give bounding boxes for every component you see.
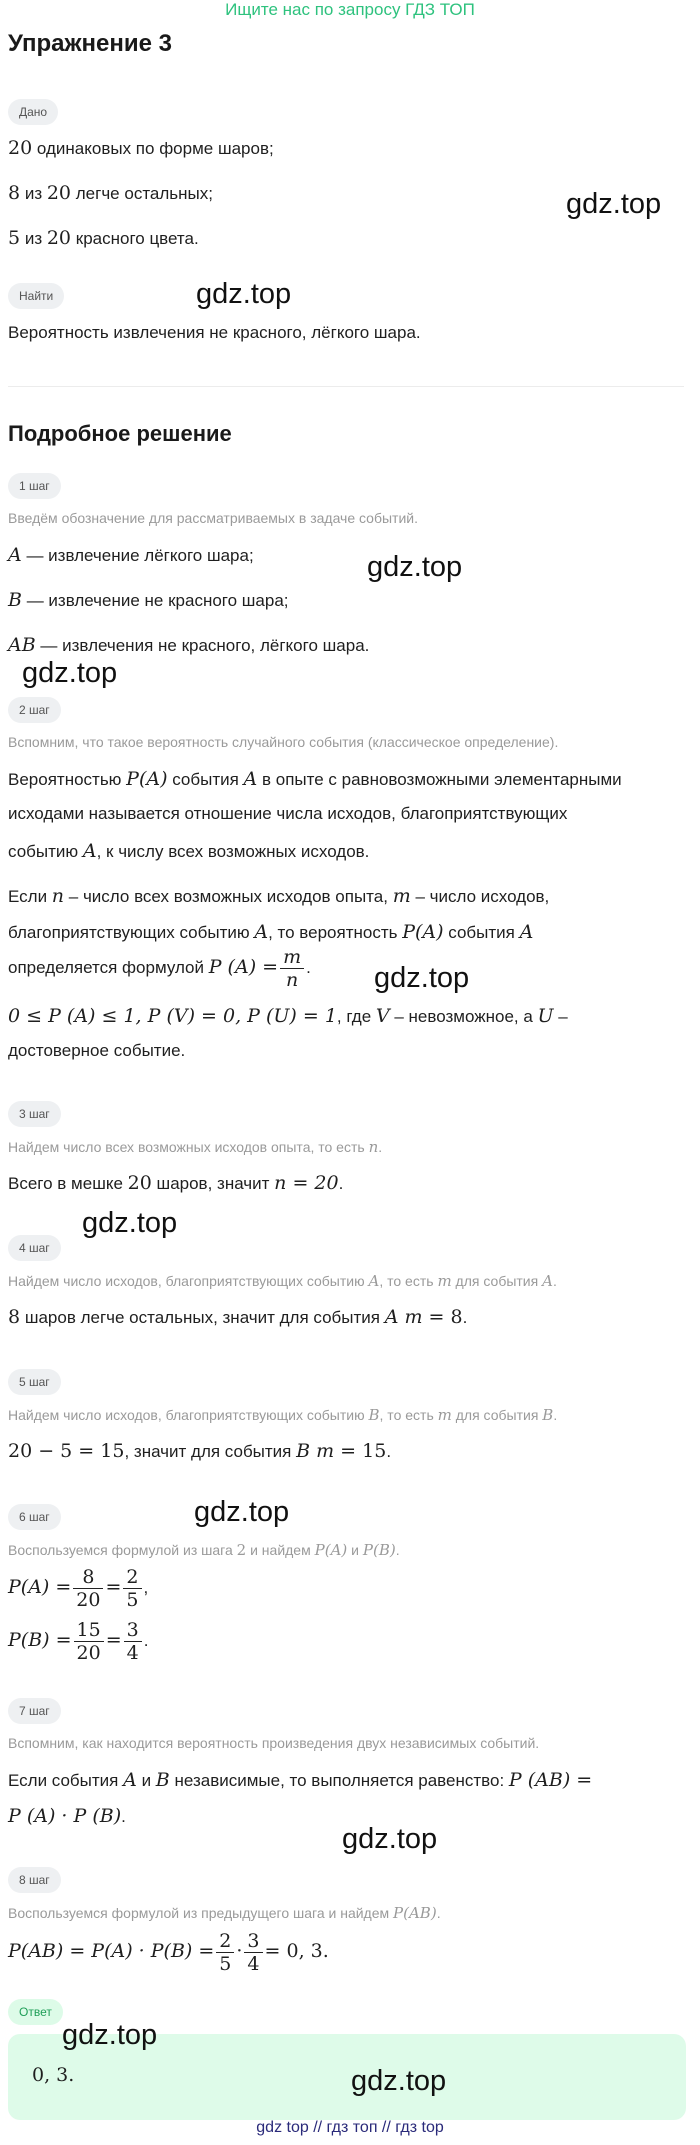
- text: события: [443, 923, 520, 942]
- text: из: [20, 184, 47, 203]
- math: =: [105, 1575, 122, 1598]
- watermark: gdz.top: [62, 2019, 158, 2051]
- text: события: [167, 770, 244, 789]
- text: – невозможное, а: [389, 1007, 538, 1026]
- fraction: [73, 1566, 103, 1611]
- text: Вероятностью: [8, 770, 127, 789]
- text: .: [462, 1308, 468, 1327]
- text: , где: [336, 1007, 376, 1026]
- math: B: [368, 1406, 380, 1424]
- math: 0, 3.: [32, 2064, 75, 2086]
- text: , то есть: [379, 1273, 438, 1289]
- math: B: [8, 589, 22, 611]
- math: P(B): [362, 1541, 396, 1559]
- text: .: [553, 1407, 558, 1423]
- math: = 0, 3.: [264, 1939, 329, 1962]
- step-4-hint: [8, 1272, 557, 1290]
- step-5-hint: [8, 1406, 557, 1424]
- math: B: [155, 1769, 170, 1791]
- math: P(A): [402, 921, 444, 943]
- step-5-text: [8, 1440, 391, 1462]
- denominator: 20: [76, 1589, 101, 1611]
- text: — извлечения не красного, лёгкого шара.: [35, 636, 370, 655]
- text: шаров легче остальных, значит для события: [20, 1308, 385, 1327]
- math: A: [243, 768, 258, 790]
- math: 20 − 5 = 15: [8, 1440, 125, 1462]
- given-badge: Дано: [8, 99, 58, 125]
- step-2-formula-line-1: [8, 885, 549, 907]
- text: Воспользуемся формулой из предыдущего шага и найдем: [8, 1905, 394, 1921]
- step-6-pb-formula: [8, 1619, 148, 1664]
- math: 8: [8, 182, 21, 204]
- step-1-line-ab: [8, 634, 369, 656]
- watermark: gdz.top: [351, 2065, 447, 2097]
- text: — извлечение не красного шара;: [21, 591, 289, 610]
- step-1-badge: 1 шаг: [8, 473, 61, 499]
- step-3-text: [8, 1172, 343, 1194]
- math: V: [375, 1005, 390, 1027]
- text: Найдем число исходов, благоприятствующих событию: [8, 1407, 369, 1423]
- denominator: 4: [247, 1953, 260, 1975]
- math: = 8: [422, 1306, 463, 1328]
- math: 8: [8, 1306, 21, 1328]
- math: 20: [127, 1172, 152, 1194]
- math: 2: [236, 1541, 247, 1559]
- text: Воспользуемся формулой из шага: [8, 1542, 237, 1558]
- text: для события: [451, 1407, 543, 1423]
- text: .: [143, 1630, 149, 1650]
- text: и: [347, 1542, 363, 1558]
- math: A m: [384, 1306, 423, 1328]
- step-4-badge: 4 шаг: [8, 1235, 61, 1261]
- numerator: 2: [123, 1566, 141, 1589]
- step-2-def-line-2: исходами называется отношение числа исходов, благоприятствующих: [8, 804, 568, 823]
- math: m: [437, 1272, 452, 1290]
- denominator: 5: [219, 1953, 232, 1975]
- step-7-hint: Вспомним, как находится вероятность произведения двух независимых событий.: [8, 1735, 540, 1751]
- step-2-bounds-line: [8, 1005, 568, 1027]
- text: шаров, значит: [151, 1174, 275, 1193]
- step-2-def-line-1: [8, 768, 622, 790]
- text: и: [136, 1771, 156, 1790]
- math: AB: [8, 634, 36, 656]
- text: .: [338, 1174, 344, 1193]
- step-4-text: [8, 1306, 467, 1328]
- denominator: 20: [76, 1642, 101, 1664]
- text: и найдем: [246, 1542, 315, 1558]
- numerator: 8: [73, 1566, 103, 1589]
- numerator: 3: [124, 1619, 142, 1642]
- fraction: [244, 1930, 262, 1975]
- step-1-line-b: [8, 589, 289, 611]
- math: m: [437, 1406, 452, 1424]
- watermark: gdz.top: [196, 278, 292, 310]
- math: P (AB) =: [508, 1769, 593, 1791]
- text: для события: [451, 1273, 543, 1289]
- text: – число исходов,: [410, 887, 550, 906]
- answer-value: [32, 2064, 74, 2086]
- math: P(AB) = P(A) · P(B) =: [8, 1939, 215, 1962]
- watermark: gdz.top: [367, 551, 463, 583]
- math: U: [537, 1005, 554, 1027]
- find-text: Вероятность извлечения не красного, лёгкого шара.: [8, 323, 421, 342]
- step-6-pa-formula: [8, 1566, 148, 1611]
- denominator: 4: [126, 1642, 139, 1664]
- math: P(AB): [393, 1904, 437, 1922]
- denominator: 5: [126, 1589, 139, 1611]
- text: легче остальных;: [71, 184, 213, 203]
- text: Если события: [8, 1771, 124, 1790]
- text: Найдем число всех возможных исходов опыта, то есть: [8, 1139, 369, 1155]
- step-2-badge: 2 шаг: [8, 697, 61, 723]
- text: – число всех возможных исходов опыта,: [64, 887, 393, 906]
- watermark: gdz.top: [22, 657, 118, 689]
- text: .: [436, 1905, 441, 1921]
- watermark: gdz.top: [194, 1496, 290, 1528]
- math: B: [542, 1406, 554, 1424]
- fraction: [280, 946, 304, 991]
- given-line-1: [8, 137, 274, 159]
- math: 0 ≤ P (A) ≤ 1, P (V) = 0, P (U) = 1: [8, 1005, 337, 1027]
- math: P (A) · P (B): [8, 1805, 122, 1827]
- text: Всего в мешке: [8, 1174, 128, 1193]
- numerator: m: [280, 946, 304, 969]
- denominator: n: [285, 969, 299, 991]
- math: A: [519, 921, 534, 943]
- fraction: [74, 1619, 104, 1664]
- math: m: [392, 885, 411, 907]
- step-2-def-line-3: [8, 840, 369, 862]
- watermark: gdz.top: [566, 188, 662, 220]
- text: , значит для события: [124, 1442, 297, 1461]
- step-8-hint: [8, 1904, 441, 1922]
- text: событию: [8, 842, 83, 861]
- math: P (A) =: [208, 955, 279, 978]
- step-2-formula-line-2: [8, 921, 533, 943]
- solution-title: Подробное решение: [8, 421, 232, 446]
- math: 20: [46, 227, 72, 249]
- math: A: [82, 840, 97, 862]
- math: = 15: [334, 1440, 387, 1462]
- math: A: [8, 544, 22, 566]
- step-8-badge: 8 шаг: [8, 1867, 61, 1893]
- fraction: [123, 1566, 141, 1611]
- fraction: [124, 1619, 142, 1664]
- text: одинаковых по форме шаров;: [32, 139, 274, 158]
- math: P(A) =: [8, 1575, 72, 1598]
- text: в опыте с равновозможными элементарными: [257, 770, 622, 789]
- text: .: [306, 957, 311, 977]
- watermark: gdz.top: [342, 1823, 438, 1855]
- step-7-line-2: [8, 1805, 126, 1827]
- top-search-link[interactable]: Ищите нас по запросу ГДЗ ТОП: [225, 0, 475, 19]
- text: .: [121, 1807, 126, 1826]
- divider: [8, 386, 684, 387]
- text: , то есть: [379, 1407, 438, 1423]
- math: A: [123, 1769, 137, 1791]
- text: независимые, то выполняется равенство:: [169, 1771, 509, 1790]
- math: A: [368, 1272, 380, 1290]
- text: благоприятствующих событию: [8, 923, 255, 942]
- numerator: 3: [244, 1930, 262, 1953]
- step-7-badge: 7 шаг: [8, 1698, 61, 1724]
- step-1-line-a: [8, 544, 254, 566]
- text: .: [386, 1442, 392, 1461]
- step-6-hint: [8, 1541, 400, 1559]
- math: P(A): [126, 768, 168, 790]
- math: A: [254, 921, 269, 943]
- text: из: [20, 229, 47, 248]
- text: красного цвета.: [71, 229, 199, 248]
- watermark: gdz.top: [82, 1207, 178, 1239]
- step-8-formula: [8, 1930, 329, 1975]
- text: ,: [143, 1577, 149, 1597]
- text: .: [378, 1139, 383, 1155]
- given-line-3: [8, 227, 199, 249]
- text: , то вероятность: [268, 923, 403, 942]
- text: Найдем число исходов, благоприятствующих событию: [8, 1273, 369, 1289]
- text: .: [395, 1542, 400, 1558]
- numerator: 15: [74, 1619, 104, 1642]
- footer-links[interactable]: gdz top // гдз топ // гдз top: [256, 2119, 444, 2136]
- page-title: Упражнение 3: [8, 30, 172, 57]
- answer-badge: Ответ: [8, 1999, 63, 2025]
- given-line-2: [8, 182, 213, 204]
- math: ·: [236, 1939, 243, 1962]
- math: =: [105, 1628, 122, 1651]
- step-7-line-1: [8, 1769, 592, 1791]
- math: A: [542, 1272, 553, 1290]
- step-3-badge: 3 шаг: [8, 1101, 61, 1127]
- text: , к числу всех возможных исходов.: [96, 842, 370, 861]
- text: –: [553, 1007, 568, 1026]
- step-3-hint: [8, 1138, 382, 1156]
- numerator: 2: [216, 1930, 234, 1953]
- watermark: gdz.top: [374, 962, 470, 994]
- math: 20: [8, 137, 33, 159]
- find-badge: Найти: [8, 283, 64, 309]
- math: n: [368, 1138, 379, 1156]
- step-2-formula-line-3: [8, 946, 311, 991]
- fraction: [216, 1930, 234, 1975]
- math: P(A): [314, 1541, 348, 1559]
- step-6-badge: 6 шаг: [8, 1504, 61, 1530]
- math: n = 20: [274, 1172, 339, 1194]
- math: B m: [296, 1440, 335, 1462]
- step-5-badge: 5 шаг: [8, 1369, 61, 1395]
- math: 20: [46, 182, 72, 204]
- text: — извлечение лёгкого шара;: [21, 546, 254, 565]
- step-1-hint: Введём обозначение для рассматриваемых в задаче событий.: [8, 510, 418, 526]
- text: Если: [8, 887, 52, 906]
- text: определяется формулой: [8, 957, 209, 977]
- step-2-bounds-line-2: достоверное событие.: [8, 1041, 186, 1060]
- math: 5: [8, 227, 21, 249]
- step-2-hint: Вспомним, что такое вероятность случайного события (классическое определение).: [8, 734, 559, 750]
- text: .: [552, 1273, 557, 1289]
- math: P(B) =: [8, 1628, 72, 1651]
- math: n: [51, 885, 65, 907]
